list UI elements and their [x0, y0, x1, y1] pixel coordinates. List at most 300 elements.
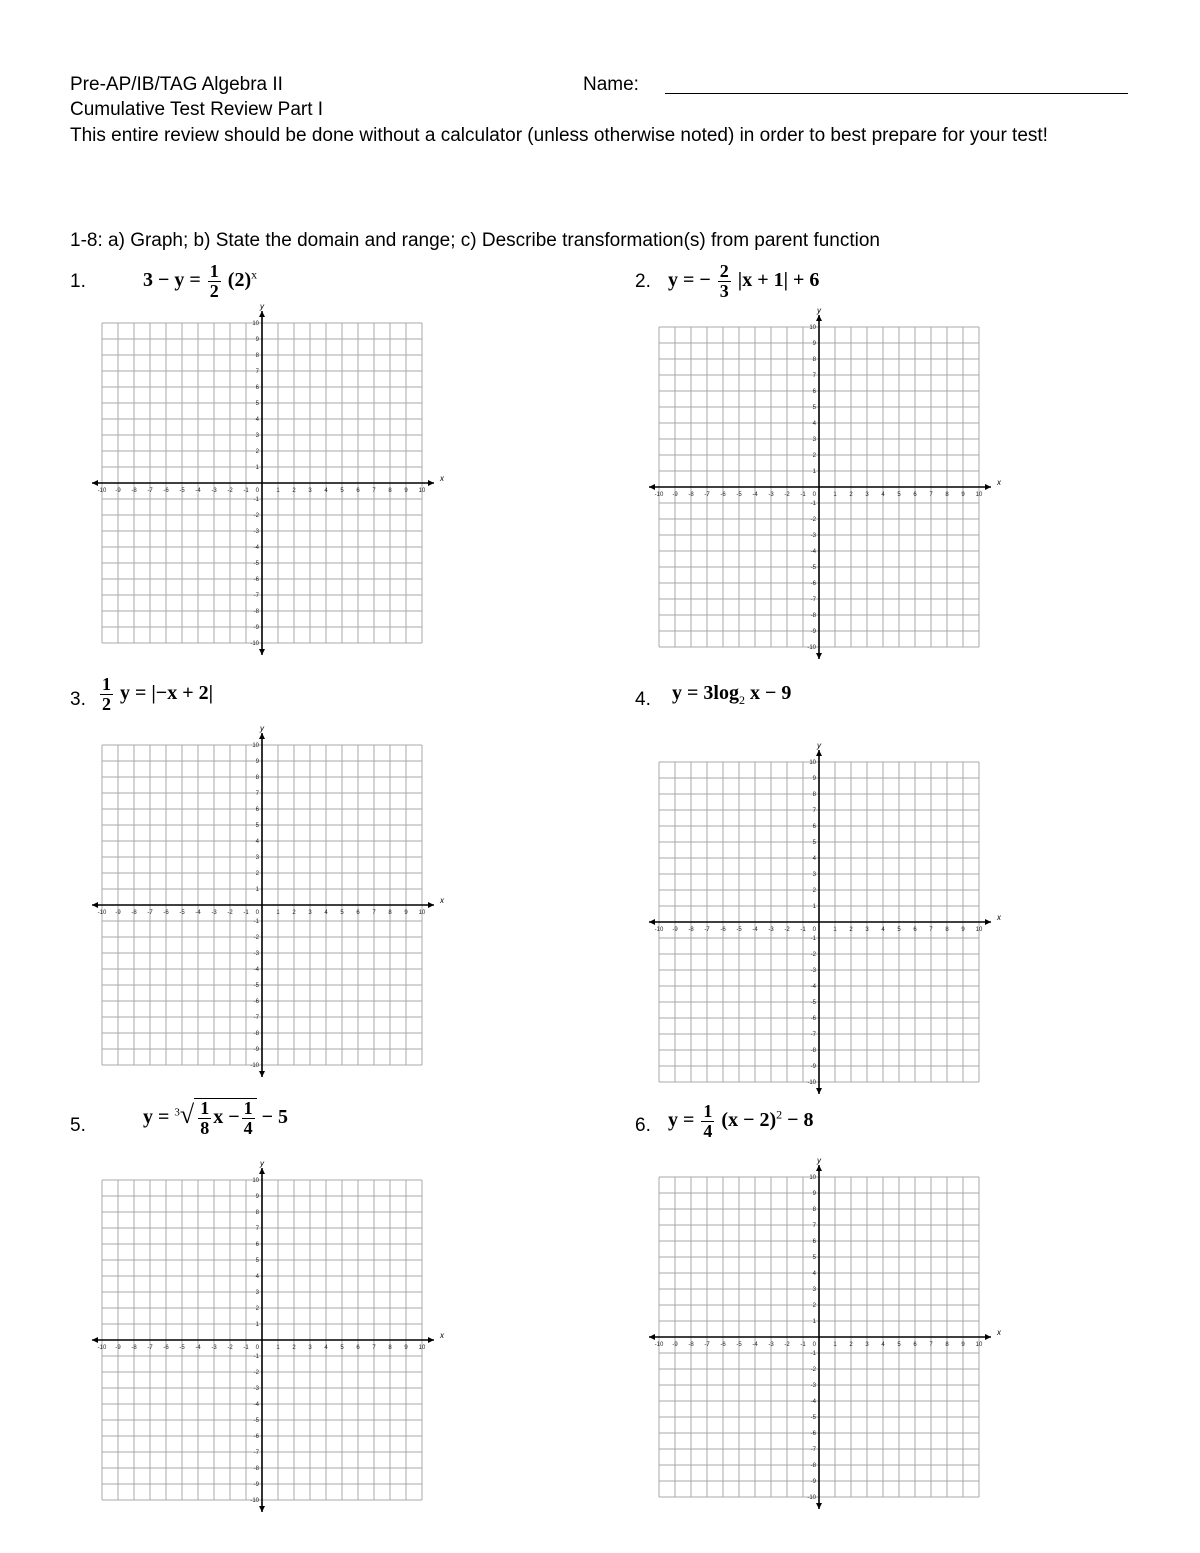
- fraction: [701, 1102, 714, 1141]
- x-tick-label: -10: [654, 492, 664, 498]
- log-base: 2: [738, 693, 745, 707]
- axis-arrow-icon: [649, 1334, 655, 1340]
- x-tick-label: 9: [404, 1345, 408, 1351]
- coordinate-grid-6[interactable]: [645, 1157, 1005, 1522]
- axis-arrow-icon: [816, 1165, 822, 1171]
- x-tick-label: 3: [308, 488, 312, 494]
- x-tick-label: -9: [115, 1345, 121, 1351]
- x-tick-label: 8: [945, 492, 949, 498]
- x-axis-label: x: [440, 896, 444, 905]
- y-tick-label: 6: [255, 385, 259, 391]
- y-tick-label: 9: [812, 341, 816, 347]
- y-tick-label: -4: [810, 549, 816, 555]
- x-tick-label: -4: [752, 492, 758, 498]
- root-index: 3: [174, 1106, 180, 1119]
- x-tick-label: 10: [418, 910, 426, 916]
- y-tick-label: -8: [810, 613, 816, 619]
- y-tick-label: -1: [253, 919, 259, 925]
- y-tick-label: -5: [253, 1418, 259, 1424]
- y-tick-label: 10: [809, 325, 816, 331]
- eq-text: 3 − y =: [143, 269, 201, 292]
- y-tick-label: 9: [812, 776, 816, 782]
- x-tick-label: 3: [865, 1342, 869, 1348]
- y-axis-label: y: [817, 742, 821, 750]
- y-tick-label: 3: [255, 1290, 259, 1296]
- x-tick-label: -10: [97, 1345, 107, 1351]
- y-tick-label: -6: [253, 1434, 259, 1440]
- y-tick-label: 8: [812, 1207, 816, 1213]
- eq-text: y =: [143, 1106, 175, 1129]
- x-tick-label: -4: [195, 910, 201, 916]
- y-tick-label: 1: [255, 887, 259, 893]
- eq-text: − 8: [782, 1109, 814, 1132]
- denominator: 4: [703, 1121, 713, 1141]
- denominator: 2: [102, 694, 111, 714]
- x-tick-label: 1: [276, 910, 280, 916]
- coordinate-grid-2[interactable]: [645, 307, 1005, 672]
- x-tick-label: -7: [704, 492, 710, 498]
- y-tick-label: -9: [253, 1047, 259, 1053]
- problem-1-number: 1.: [70, 271, 86, 292]
- problem-4-number: 4.: [635, 689, 651, 710]
- y-tick-label: -5: [253, 561, 259, 567]
- axis-arrow-icon: [259, 649, 265, 655]
- x-tick-label: -9: [672, 492, 678, 498]
- y-tick-label: -3: [253, 951, 259, 957]
- x-tick-label: -5: [179, 488, 185, 494]
- axis-arrow-icon: [816, 653, 822, 659]
- worksheet-subtitle: Cumulative Test Review Part I: [70, 99, 324, 120]
- x-tick-label: -7: [147, 488, 153, 494]
- eq-text: y = |−x + 2|: [120, 682, 213, 705]
- y-tick-label: -3: [810, 533, 816, 539]
- y-tick-label: -4: [810, 984, 816, 990]
- y-tick-label: -8: [253, 1031, 259, 1037]
- denominator: 2: [209, 281, 219, 301]
- x-tick-label: 10: [975, 492, 983, 498]
- y-tick-label: 1: [255, 465, 259, 471]
- x-tick-label: -5: [736, 1342, 742, 1348]
- y-tick-label: -6: [810, 1431, 816, 1437]
- x-tick-label: -3: [211, 910, 217, 916]
- y-tick-label: 7: [812, 808, 816, 814]
- grid-svg[interactable]: [88, 303, 448, 668]
- x-tick-label: -7: [704, 927, 710, 933]
- x-tick-label: 1: [833, 927, 837, 933]
- y-tick-label: 1: [812, 469, 816, 475]
- problem-5-equation: [143, 1098, 288, 1138]
- x-tick-label: -3: [211, 488, 217, 494]
- y-tick-label: 10: [809, 1175, 816, 1181]
- y-tick-label: -4: [253, 545, 259, 551]
- y-tick-label: -10: [250, 1063, 259, 1069]
- x-tick-label: 10: [418, 488, 426, 494]
- x-axis-label: x: [440, 1331, 444, 1340]
- x-tick-label: 6: [913, 492, 917, 498]
- axis-arrow-icon: [985, 1334, 991, 1340]
- x-tick-label: -9: [115, 910, 121, 916]
- x-tick-label: 6: [913, 927, 917, 933]
- x-tick-label: 1: [276, 1345, 280, 1351]
- y-tick-label: -8: [253, 1466, 259, 1472]
- x-tick-label: 5: [897, 927, 901, 933]
- numerator: 1: [209, 261, 219, 281]
- x-tick-label: -1: [243, 488, 249, 494]
- x-tick-label: 6: [356, 1345, 360, 1351]
- origin-label: 0: [255, 488, 259, 494]
- y-tick-label: -9: [810, 1479, 816, 1485]
- axis-arrow-icon: [649, 484, 655, 490]
- y-tick-label: -10: [250, 641, 259, 647]
- y-tick-label: -7: [253, 593, 259, 599]
- y-tick-label: 6: [255, 807, 259, 813]
- grid-svg[interactable]: [645, 1157, 1005, 1522]
- y-tick-label: -5: [810, 1415, 816, 1421]
- x-tick-label: 6: [356, 910, 360, 916]
- y-tick-label: -8: [810, 1463, 816, 1469]
- x-axis-label: x: [997, 913, 1001, 922]
- x-tick-label: -5: [736, 492, 742, 498]
- y-tick-label: -3: [253, 529, 259, 535]
- x-tick-label: 9: [404, 488, 408, 494]
- origin-label: 0: [255, 1345, 259, 1351]
- y-axis-label: y: [260, 1160, 264, 1168]
- x-tick-label: -7: [147, 1345, 153, 1351]
- x-tick-label: 2: [292, 488, 296, 494]
- y-tick-label: -9: [810, 629, 816, 635]
- y-tick-label: -10: [807, 1495, 816, 1501]
- eq-text: (2): [227, 269, 252, 292]
- x-tick-label: -6: [163, 910, 169, 916]
- x-tick-label: 1: [833, 492, 837, 498]
- y-tick-label: 7: [812, 373, 816, 379]
- y-tick-label: 10: [252, 321, 259, 327]
- axis-arrow-icon: [985, 919, 991, 925]
- coordinate-grid-1[interactable]: [88, 303, 448, 668]
- x-tick-label: -1: [800, 927, 806, 933]
- numerator: 1: [200, 1098, 210, 1118]
- x-tick-label: -9: [115, 488, 121, 494]
- grid-svg[interactable]: [88, 725, 448, 1090]
- axis-arrow-icon: [259, 733, 265, 739]
- x-tick-label: -6: [163, 1345, 169, 1351]
- x-axis-label: x: [997, 1328, 1001, 1337]
- radicand: [194, 1098, 256, 1138]
- origin-label: 0: [812, 927, 816, 933]
- x-tick-label: 5: [897, 1342, 901, 1348]
- x-tick-label: -4: [752, 1342, 758, 1348]
- origin-label: 0: [812, 1342, 816, 1348]
- x-axis-label: x: [440, 474, 444, 483]
- y-tick-label: 2: [255, 1306, 259, 1312]
- fraction: [718, 262, 731, 301]
- y-tick-label: -3: [810, 1383, 816, 1389]
- x-tick-label: 7: [929, 492, 933, 498]
- exponent: 2: [776, 1107, 783, 1122]
- problem-3-equation: [98, 675, 213, 714]
- x-tick-label: -5: [179, 910, 185, 916]
- axis-arrow-icon: [649, 919, 655, 925]
- y-tick-label: -8: [253, 609, 259, 615]
- x-tick-label: -7: [147, 910, 153, 916]
- x-tick-label: -3: [768, 1342, 774, 1348]
- directions: 1-8: a) Graph; b) State the domain and range; c) Describe transformation(s) from parent function: [70, 230, 880, 251]
- y-tick-label: 10: [809, 760, 816, 766]
- y-tick-label: 4: [255, 839, 259, 845]
- x-tick-label: 5: [897, 492, 901, 498]
- y-tick-label: 9: [255, 759, 259, 765]
- y-tick-label: 1: [812, 1319, 816, 1325]
- x-tick-label: 7: [372, 1345, 376, 1351]
- y-tick-label: 2: [812, 1303, 816, 1309]
- eq-text: y = 3log: [672, 682, 739, 704]
- eq-text: y =: [668, 1109, 695, 1132]
- coordinate-grid-5[interactable]: [88, 1160, 448, 1525]
- x-tick-label: 1: [833, 1342, 837, 1348]
- y-tick-label: 3: [812, 872, 816, 878]
- x-tick-label: 10: [975, 1342, 983, 1348]
- y-tick-label: 8: [812, 357, 816, 363]
- fraction: [208, 262, 221, 301]
- y-tick-label: -3: [253, 1386, 259, 1392]
- x-tick-label: -6: [163, 488, 169, 494]
- y-tick-label: -5: [253, 983, 259, 989]
- x-tick-label: 4: [881, 492, 885, 498]
- y-tick-label: 6: [812, 1239, 816, 1245]
- y-tick-label: -1: [810, 501, 816, 507]
- x-tick-label: 5: [340, 1345, 344, 1351]
- denominator: 8: [200, 1118, 210, 1138]
- y-tick-label: 7: [255, 1226, 259, 1232]
- x-tick-label: -3: [768, 492, 774, 498]
- x-tick-label: 8: [945, 1342, 949, 1348]
- x-tick-label: 10: [418, 1345, 426, 1351]
- problem-6-number: 6.: [635, 1115, 651, 1136]
- y-tick-label: -7: [810, 1447, 816, 1453]
- eq-text: x − 9: [744, 682, 792, 704]
- y-tick-label: 2: [812, 453, 816, 459]
- eq-text: |x + 1| + 6: [737, 269, 820, 292]
- y-tick-label: -4: [810, 1399, 816, 1405]
- y-axis-label: y: [260, 725, 264, 733]
- y-tick-label: 5: [255, 401, 259, 407]
- y-tick-label: 7: [812, 1223, 816, 1229]
- y-tick-label: -9: [810, 1064, 816, 1070]
- x-tick-label: -3: [211, 1345, 217, 1351]
- y-tick-label: 6: [812, 389, 816, 395]
- x-tick-label: 2: [292, 1345, 296, 1351]
- y-tick-label: -9: [253, 1482, 259, 1488]
- y-tick-label: 8: [812, 792, 816, 798]
- y-tick-label: 4: [255, 417, 259, 423]
- y-axis-label: y: [817, 307, 821, 315]
- name-blank-line[interactable]: [665, 93, 1128, 94]
- x-tick-label: -1: [800, 492, 806, 498]
- x-tick-label: -2: [784, 1342, 790, 1348]
- x-tick-label: 8: [388, 910, 392, 916]
- y-tick-label: 1: [812, 904, 816, 910]
- axis-arrow-icon: [428, 1337, 434, 1343]
- coordinate-grid-3[interactable]: [88, 725, 448, 1090]
- eq-text: (x − 2): [721, 1109, 777, 1132]
- y-tick-label: -10: [250, 1498, 259, 1504]
- y-tick-label: -5: [810, 565, 816, 571]
- x-tick-label: 1: [276, 488, 280, 494]
- x-tick-label: -9: [672, 1342, 678, 1348]
- y-tick-label: 9: [255, 337, 259, 343]
- x-tick-label: -2: [227, 488, 233, 494]
- coordinate-grid-4[interactable]: [645, 742, 1005, 1107]
- y-tick-label: -10: [807, 1080, 816, 1086]
- y-tick-label: -2: [253, 513, 259, 519]
- axis-arrow-icon: [816, 1503, 822, 1509]
- x-tick-label: -6: [720, 1342, 726, 1348]
- x-tick-label: 4: [324, 1345, 328, 1351]
- x-tick-label: -2: [784, 927, 790, 933]
- x-tick-label: 2: [292, 910, 296, 916]
- y-tick-label: -10: [807, 645, 816, 651]
- y-tick-label: -5: [810, 1000, 816, 1006]
- x-tick-label: 10: [975, 927, 983, 933]
- x-tick-label: -2: [227, 1345, 233, 1351]
- grid-svg[interactable]: [88, 1160, 448, 1525]
- x-tick-label: 8: [388, 1345, 392, 1351]
- x-tick-label: 3: [865, 927, 869, 933]
- x-tick-label: 5: [340, 910, 344, 916]
- y-tick-label: 2: [812, 888, 816, 894]
- numerator: 1: [102, 674, 111, 694]
- x-tick-label: 7: [929, 927, 933, 933]
- y-tick-label: -7: [253, 1015, 259, 1021]
- x-tick-label: -2: [784, 492, 790, 498]
- x-tick-label: 4: [881, 927, 885, 933]
- problem-2-number: 2.: [635, 271, 651, 292]
- eq-text: x −: [213, 1106, 240, 1129]
- x-tick-label: 6: [356, 488, 360, 494]
- name-label: Name:: [583, 74, 639, 95]
- x-tick-label: -2: [227, 910, 233, 916]
- y-tick-label: 10: [252, 743, 259, 749]
- x-tick-label: -4: [195, 488, 201, 494]
- problem-5-number: 5.: [70, 1115, 86, 1136]
- y-tick-label: -8: [810, 1048, 816, 1054]
- y-tick-label: -4: [253, 1402, 259, 1408]
- problem-2-equation: [668, 262, 819, 301]
- axis-arrow-icon: [92, 480, 98, 486]
- x-tick-label: 5: [340, 488, 344, 494]
- x-tick-label: 7: [372, 910, 376, 916]
- x-tick-label: 9: [961, 492, 965, 498]
- x-tick-label: -8: [688, 927, 694, 933]
- y-tick-label: -2: [810, 517, 816, 523]
- y-tick-label: -4: [253, 967, 259, 973]
- radical-icon: √: [179, 1100, 195, 1130]
- problem-1-equation: [143, 262, 257, 301]
- y-tick-label: 8: [255, 775, 259, 781]
- x-tick-label: -4: [195, 1345, 201, 1351]
- axis-arrow-icon: [428, 902, 434, 908]
- instructions: This entire review should be done without a calculator (unless otherwise noted) in order to best prepare for your test!: [70, 125, 1048, 146]
- denominator: 4: [243, 1118, 253, 1138]
- problem-3-number: 3.: [70, 689, 86, 710]
- denominator: 3: [719, 281, 729, 301]
- y-tick-label: -3: [810, 968, 816, 974]
- y-tick-label: -1: [810, 936, 816, 942]
- x-tick-label: 9: [961, 927, 965, 933]
- eq-text: − 5: [256, 1106, 288, 1129]
- y-tick-label: 5: [255, 823, 259, 829]
- x-tick-label: -5: [179, 1345, 185, 1351]
- x-tick-label: -5: [736, 927, 742, 933]
- y-tick-label: 6: [812, 824, 816, 830]
- axis-arrow-icon: [259, 311, 265, 317]
- grid-svg[interactable]: [645, 742, 1005, 1107]
- y-tick-label: 5: [812, 405, 816, 411]
- y-tick-label: -7: [810, 1032, 816, 1038]
- y-tick-label: 1: [255, 1322, 259, 1328]
- problem-6-equation: [668, 1102, 814, 1141]
- x-tick-label: 2: [849, 492, 853, 498]
- x-tick-label: -6: [720, 927, 726, 933]
- y-tick-label: 3: [812, 437, 816, 443]
- x-tick-label: -8: [131, 910, 137, 916]
- x-tick-label: 3: [865, 492, 869, 498]
- y-tick-label: 5: [812, 1255, 816, 1261]
- axis-arrow-icon: [259, 1168, 265, 1174]
- x-tick-label: -10: [654, 927, 664, 933]
- y-tick-label: 4: [812, 1271, 816, 1277]
- axis-arrow-icon: [92, 902, 98, 908]
- x-tick-label: -8: [131, 1345, 137, 1351]
- y-tick-label: -6: [253, 577, 259, 583]
- y-tick-label: 3: [255, 433, 259, 439]
- x-tick-label: -6: [720, 492, 726, 498]
- x-tick-label: 2: [849, 927, 853, 933]
- y-tick-label: 3: [812, 1287, 816, 1293]
- y-tick-label: 10: [252, 1178, 259, 1184]
- x-tick-label: 2: [849, 1342, 853, 1348]
- y-tick-label: 4: [255, 1274, 259, 1280]
- y-tick-label: 4: [812, 856, 816, 862]
- y-tick-label: -1: [253, 497, 259, 503]
- x-tick-label: -1: [800, 1342, 806, 1348]
- axis-arrow-icon: [985, 484, 991, 490]
- x-tick-label: -10: [97, 910, 107, 916]
- y-tick-label: 9: [812, 1191, 816, 1197]
- fraction: [242, 1099, 255, 1138]
- x-tick-label: -3: [768, 927, 774, 933]
- x-tick-label: -8: [131, 488, 137, 494]
- y-tick-label: -2: [810, 1367, 816, 1373]
- axis-arrow-icon: [816, 315, 822, 321]
- y-tick-label: -6: [253, 999, 259, 1005]
- x-tick-label: -1: [243, 910, 249, 916]
- grid-svg[interactable]: [645, 307, 1005, 672]
- numerator: 1: [243, 1098, 253, 1118]
- x-tick-label: 3: [308, 910, 312, 916]
- x-tick-label: 9: [404, 910, 408, 916]
- origin-label: 0: [255, 910, 259, 916]
- y-tick-label: 3: [255, 855, 259, 861]
- numerator: 2: [719, 261, 729, 281]
- x-tick-label: -9: [672, 927, 678, 933]
- x-tick-label: -1: [243, 1345, 249, 1351]
- axis-arrow-icon: [428, 480, 434, 486]
- y-axis-label: y: [817, 1157, 821, 1165]
- x-tick-label: 3: [308, 1345, 312, 1351]
- x-tick-label: 6: [913, 1342, 917, 1348]
- origin-label: 0: [812, 492, 816, 498]
